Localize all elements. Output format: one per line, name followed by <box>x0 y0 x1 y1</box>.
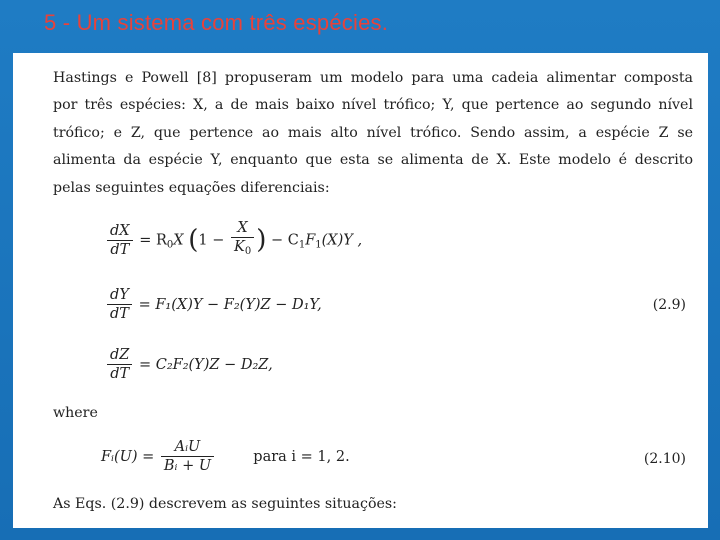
lhs-fraction: $\frac{dY}{dT}$ <box>107 287 132 323</box>
carrying-fraction: $\frac{X}{K_0}$ <box>231 220 254 261</box>
paragraph-line: alimenta da espécie Y, enquanto que esta se alimenta de X. Este modelo é descrito <box>53 152 693 169</box>
intro-paragraph <box>53 65 693 202</box>
lhs-fraction: $\frac{dZ}{dT}$ <box>107 347 132 383</box>
paper-excerpt <box>13 53 708 528</box>
equation-fi: Fᵢ(U) = $\frac{\text{AᵢU}}{\text{Bᵢ + U}}$ para i = 1, 2. <box>101 439 350 474</box>
fi-fraction: $\frac{\text{AᵢU}}{\text{Bᵢ + U}}$ <box>161 439 214 475</box>
slide-title: 5 - Um sistema com três espécies. <box>44 10 389 35</box>
equation-dz-dt: $\frac{dZ}{dT}$ = C₂F₂(Y)Z − D₂Z, <box>105 347 273 383</box>
paragraph-line: por três espécies: X, a de mais baixo nível trófico; Y, que pertence ao segundo nível <box>53 97 693 114</box>
lhs-fraction: $\frac{dX}{dT}$ <box>107 223 133 259</box>
paragraph-line: trófico; e Z, que pertence ao mais alto nível trófico. Sendo assim, a espécie Z se <box>53 124 693 141</box>
equation-number: (2.9) <box>652 297 686 313</box>
paragraph-line: pelas seguintes equações diferenciais: <box>53 179 330 196</box>
equation-number: (2.10) <box>643 451 686 467</box>
equation-dy-dt: $\frac{dY}{dT}$ = F₁(X)Y − F₂(Y)Z − D₁Y, <box>105 287 322 323</box>
where-label: where <box>53 405 98 421</box>
closing-sentence: As Eqs. (2.9) descrevem as seguintes situações: <box>53 496 397 512</box>
paragraph-line: Hastings e Powell [8] propuseram um modelo para uma cadeia alimentar composta <box>53 70 693 86</box>
equation-dx-dt: $\frac{dX}{dT}$ = $R_0X$ (1 − $\frac{X}{K_0}$ ) − $C_1F_1(X)Y$ , <box>105 220 362 261</box>
